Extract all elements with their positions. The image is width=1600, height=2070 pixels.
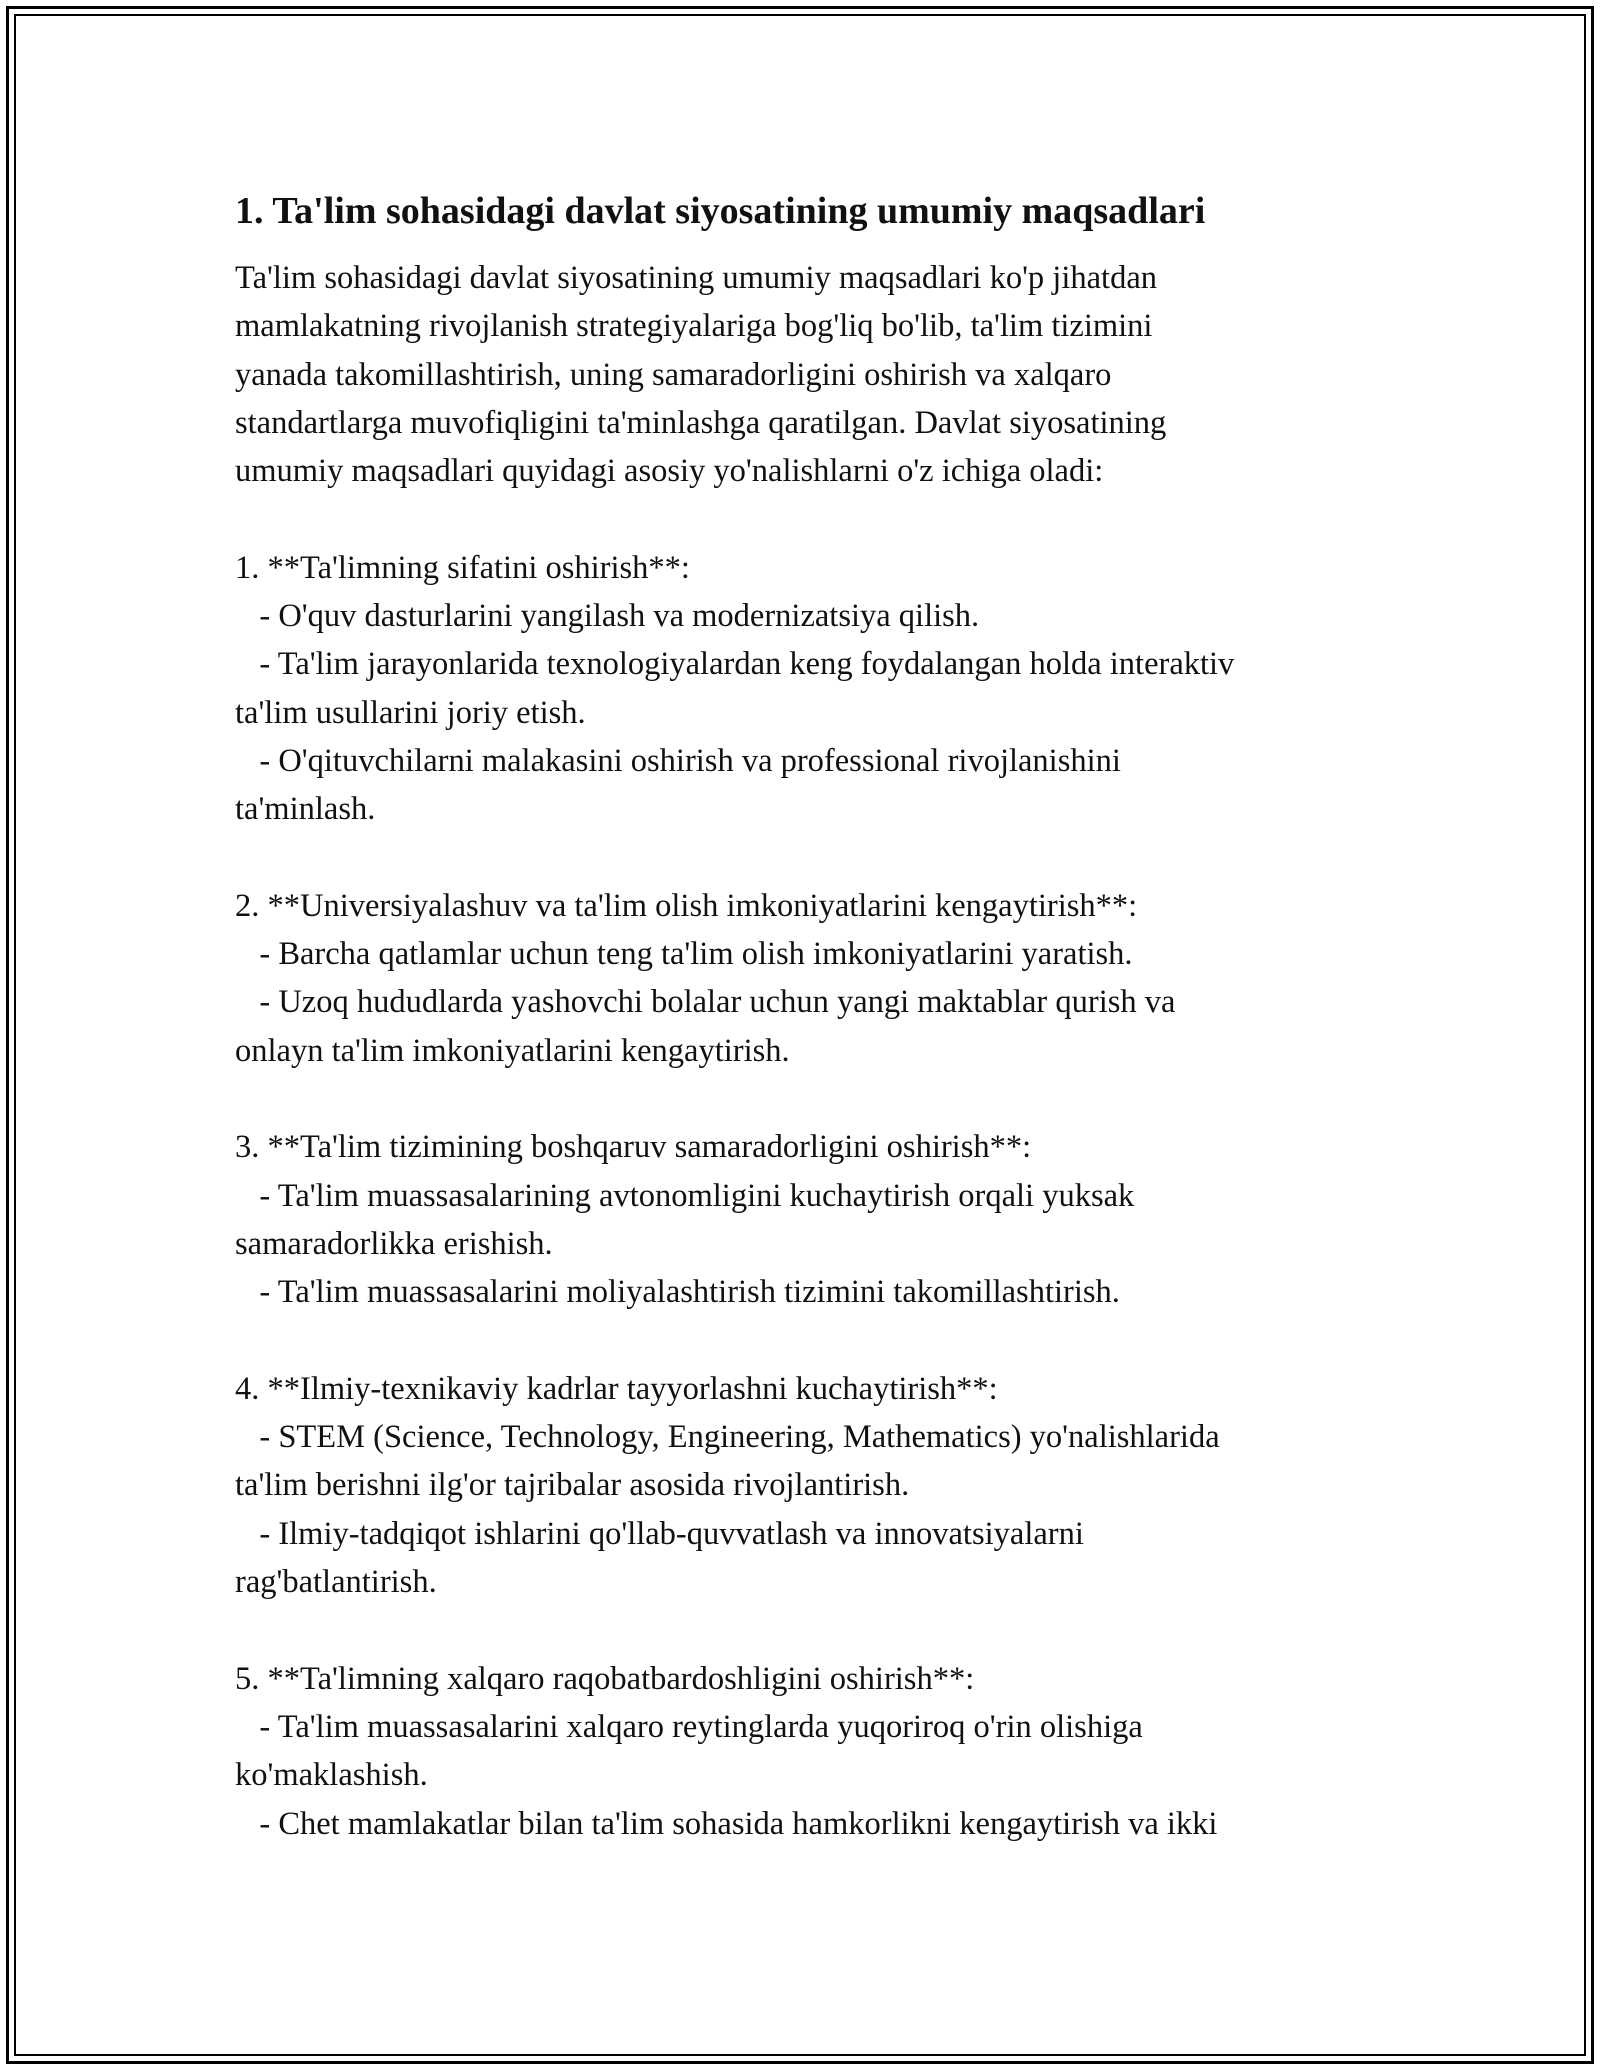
document-body <box>235 186 1385 1848</box>
section-heading: 1. Ta'lim sohasidagi davlat siyosatining umumiy maqsadlari <box>235 190 1206 232</box>
document-text: Ta'lim sohasidagi davlat siyosatining umumiy maqsadlari ko'p jihatdan mamlakatning rivojlanish strategiyalariga bog'liq bo'lib, ta'lim tizimini yanada takomillashtirish, uning samaradorligini oshirish va xalqaro standartlarga muvofiqligini ta'minlashga qaratilgan. Davlat siyosatining umumiy maqsadlari quyidagi asosiy yo'nalishlarni o'z ichiga oladi: 1. **Ta'limning sifatini oshirish**: - O'quv dasturlarini yangilash va modernizatsiya qilish. - Ta'lim jarayonlarida texnologiyalardan keng foydalangan holda interaktiv ta'lim usullarini joriy etish. - O'qituvchilarni malakasini oshirish va professional rivojlanishini ta'minlash. 2. **Universiyalashuv va ta'lim olish imkoniyatlarini kengaytirish**: - Barcha qatlamlar uchun teng ta'lim olish imkoniyatlarini yaratish. - Uzoq hududlarda yashovchi bolalar uchun yangi maktablar qurish va onlayn ta'lim imkoniyatlarini kengaytirish. 3. **Ta'lim tizimining boshqaruv samaradorligini oshirish**: - Ta'lim muassasalarining avtonomligini kuchaytirish orqali yuksak samaradorlikka erishish. - Ta'lim muassasalarini moliyalashtirish tizimini takomillashtirish. 4. **Ilmiy-texnikaviy kadrlar tayyorlashni kuchaytirish**: - STEM (Science, Technology, Engineering, Mathematics) yo'nalishlarida ta'lim berishni ilg'or tajribalar asosida rivojlantirish. - Ilmiy-tadqiqot ishlarini qo'llab-quvvatlash va innovatsiyalarni rag'batlantirish. 5. **Ta'limning xalqaro raqobatbardoshligini oshirish**: - Ta'lim muassasalarini xalqaro reytinglarda yuqoriroq o'rin olishiga ko'maklashish. - Chet mamlakatlar bilan ta'lim sohasida hamkorlikni kengaytirish va ikki <box>235 260 1235 1842</box>
